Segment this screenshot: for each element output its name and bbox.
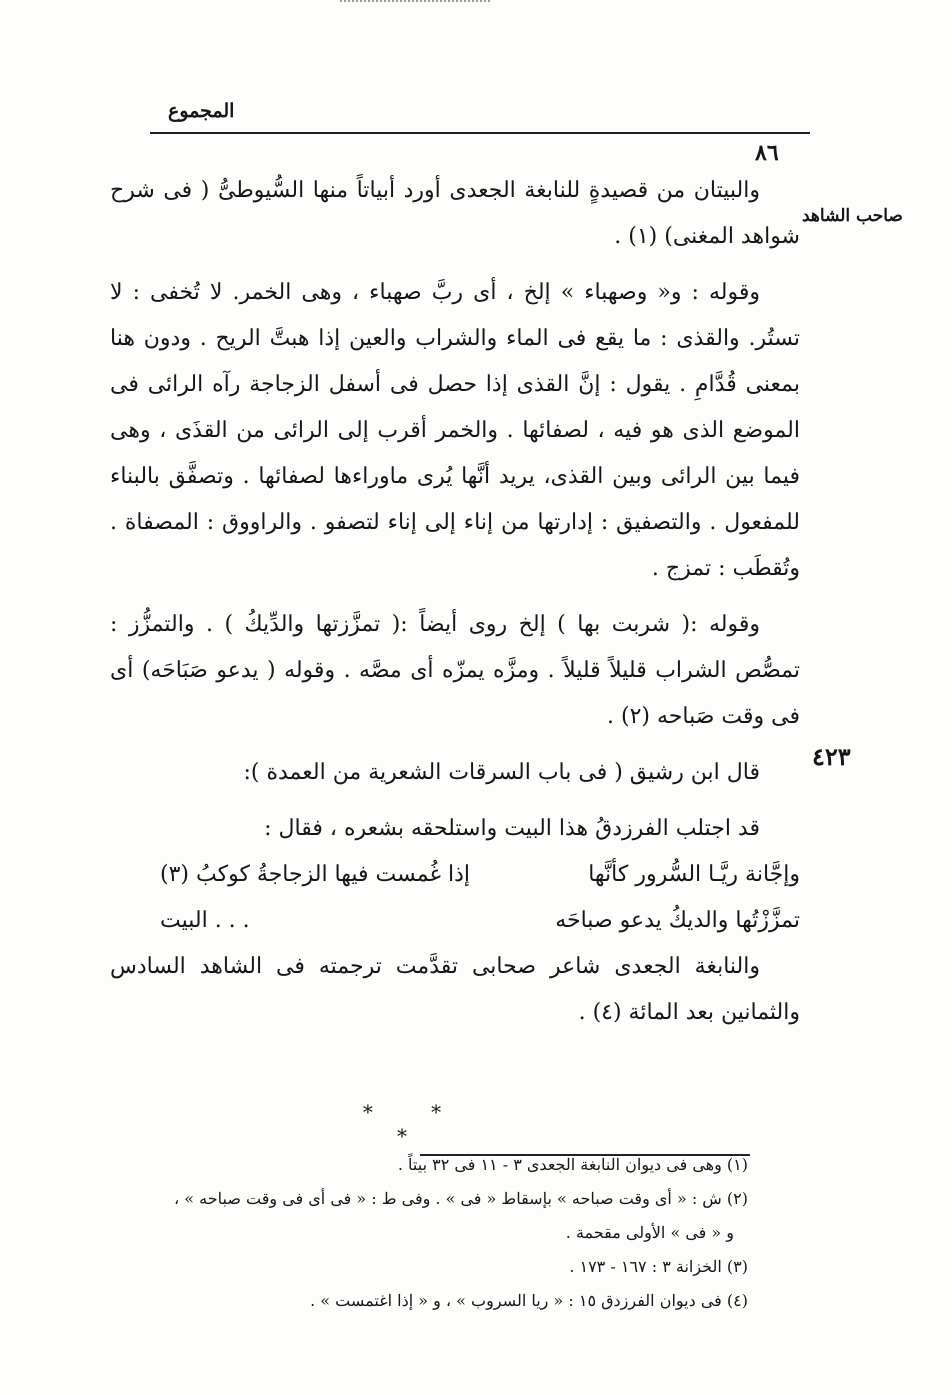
running-head: المجموع xyxy=(168,100,235,122)
margin-number: ٤٢٣ xyxy=(812,742,851,771)
paragraph-variant-reading: وقوله :( شربت بها ) إلخ روى أيضاً :( تمزَّزتها والدِّيكُ ) . والتمزُّز : تمصُّص الشراب قليلاً قليلاً . ومزَّه يمزّه أى مصَّه . وقوله ( يدعو صَبَاحَه) أى فى وقت صَباحه (٢) . xyxy=(110,612,800,729)
paragraph-commentary: وقوله : و« وصهباء » إلخ ، أى ربَّ صهباء ، وهى الخمر. لا تُخفى : لا تستُر. والقذى : ما يقع فى الماء والشراب والعين إذا هبتَّ الريح . ودون هنا بمعنى قُدَّامِ . يقول : إنَّ القذى إذا حصل فى أسفل الزجاجة رآه الرائى فى الموضع الذى هو فيه ، لصفائها . والخمر أقرب إلى الرائى من القذَى ، وهى فيما بين الرائى وبين القذى، يريد أنَّها يُرى ماوراءها لصفائها . وتصفَّق بالبناء للمفعول . والتصفيق : إدارتها من إناء إلى إناء لتصفو . والراووق : المصفاة . وتُقطَب : تمزج . xyxy=(110,280,800,581)
footnote-1: (١) وهى فى ديوان النابغة الجعدى ٣ - ١١ فى ٣٢ بيتاً . xyxy=(397,1155,748,1174)
header-rule xyxy=(150,132,810,134)
footnote-2-continuation: و « فى » الأولى مقحمة . xyxy=(565,1223,734,1242)
verse-1-second-hemistich: إذا غُمست فيها الزجاجةُ كوكبُ (٣) xyxy=(160,862,471,887)
paragraph-farazdaq: قد اجتلب الفرزدقُ هذا البيت واستلحقه بشعره ، فقال : xyxy=(264,816,760,841)
verse-line-1 xyxy=(160,852,800,898)
footnote-2: (٢) ش : « أى وقت صباحه » بإسقاط « فى » . وفى ط : « فى أى فى وقت صباحه » ، xyxy=(174,1189,748,1208)
footnote-4: (٤) فى ديوان الفرزدق ١٥ : « ريا السروب » ، و « إذا اغتمست » . xyxy=(310,1291,748,1310)
paragraph-poet-bio: والنابغة الجعدى شاعر صحابى تقدَّمت ترجمته فى الشاهد السادس والثمانين بعد المائة (٤) . xyxy=(110,954,800,1025)
top-scan-artifact xyxy=(340,0,490,2)
paragraph-poem-source: والبيتان من قصيدةٍ للنابغة الجعدى أورد أبياتاً منها السُّيوطىُّ ( فى شرح شواهد المغنى) (١) . xyxy=(110,178,800,249)
margin-note: صاحب الشاهد xyxy=(802,206,903,226)
paragraph-ibn-rashiq: قال ابن رشيق ( فى باب السرقات الشعرية من العمدة ): xyxy=(243,760,760,785)
verse-2-second-hemistich: . . . البيت xyxy=(160,908,250,933)
section-separator: * * * xyxy=(362,1100,468,1148)
body-text xyxy=(110,168,800,1036)
page-number: ٨٦ xyxy=(755,140,779,166)
footnotes xyxy=(108,1148,748,1318)
verse-1-first-hemistich: وإجَّانة ريَّـا السُّرور كأنَّها xyxy=(588,862,800,887)
verse-2-first-hemistich: تمزَّزْتُها والديكُ يدعو صباحَه xyxy=(555,908,800,933)
verse-line-2 xyxy=(160,898,800,944)
footnote-3: (٣) الخزانة ٣ : ١٦٧ - ١٧٣ . xyxy=(569,1257,748,1276)
